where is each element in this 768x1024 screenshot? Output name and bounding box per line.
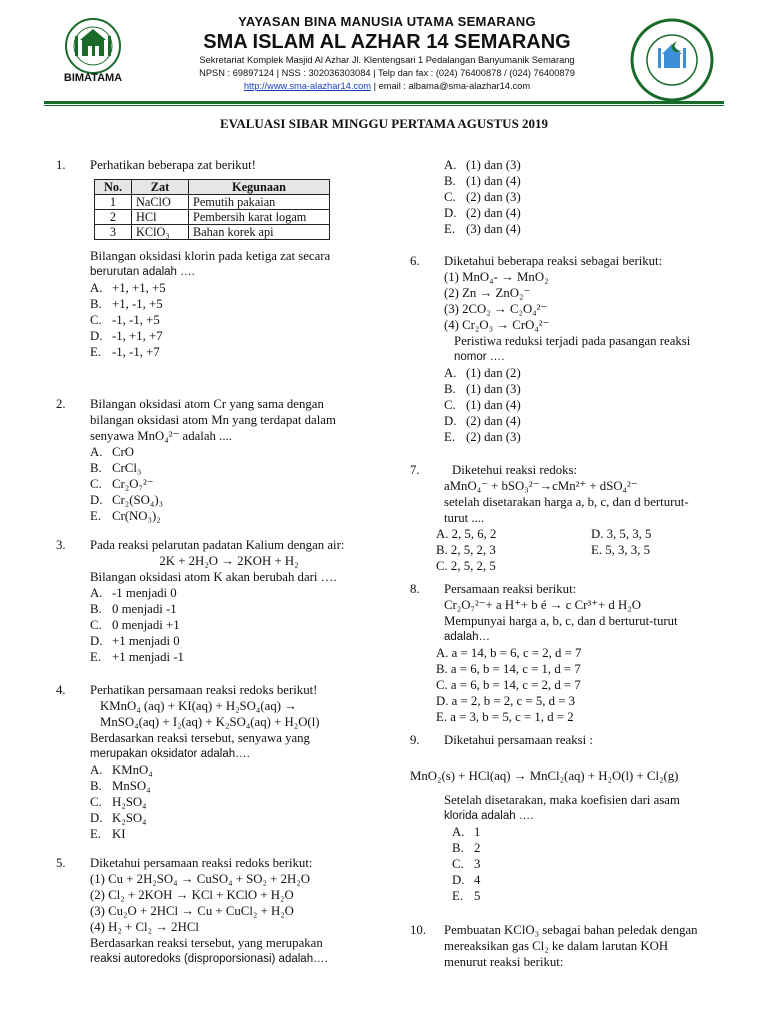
question-5-options bbox=[444, 157, 734, 237]
email-text: albama@sma-alazhar14.com bbox=[408, 81, 531, 91]
table-row: 2 HCl Pembersih karat logam bbox=[95, 210, 330, 225]
question-number: 2. bbox=[56, 397, 66, 411]
question-text: Diketahui persamaan reaksi redoks berikut: bbox=[90, 856, 313, 870]
reaction-equation: aMnO₄⁻ + bSO₃²⁻→cMn²⁺ + dSO₄²⁻ bbox=[444, 479, 638, 493]
col-kegunaan: Kegunaan bbox=[189, 180, 330, 195]
answer-option: C. (2) dan (3) bbox=[444, 190, 521, 204]
answer-option: D. (2) dan (4) bbox=[444, 206, 521, 220]
question-text: adalah… bbox=[444, 631, 491, 643]
contact-line: http://www.sma-alazhar14.com | email : albama@sma-alazhar14.com bbox=[243, 81, 531, 91]
question-text: Berdasarkan reaksi tersebut, senyawa yang bbox=[90, 731, 310, 745]
table-header-row bbox=[95, 180, 330, 195]
answer-grid bbox=[436, 526, 722, 574]
question-8 bbox=[410, 581, 722, 725]
reaction-equation: MnSO₄(aq) + I₂(aq) + K₂SO₄(aq) + H₂O(l) bbox=[100, 715, 320, 729]
answer-option: E. (3) dan (4) bbox=[444, 222, 521, 236]
answer-option: E. 5 bbox=[452, 889, 481, 903]
reaction-item: (3) 2CO₂ → C₂O₄²⁻ bbox=[444, 302, 548, 316]
letterhead bbox=[0, 0, 768, 108]
question-number: 6. bbox=[410, 254, 420, 268]
question-number: 8. bbox=[410, 582, 420, 596]
address-line: Sekretariat Komplek Masjid Al Azhar Jl. Klentengsari 1 Pedalangan Banyumanik Semarang bbox=[199, 55, 575, 65]
question-text: klorida adalah …. bbox=[444, 810, 534, 822]
letterhead-text bbox=[150, 14, 624, 93]
answer-option: A. -1 menjadi 0 bbox=[90, 586, 177, 600]
reaction-item: (1) MnO₄- → MnO₂ bbox=[444, 270, 549, 284]
answer-option: E. -1, -1, +7 bbox=[90, 345, 160, 359]
answer-option: B. 0 menjadi -1 bbox=[90, 602, 177, 616]
question-5 bbox=[56, 855, 368, 967]
answer-option: A. CrO bbox=[90, 445, 135, 459]
school-name: SMA ISLAM AL AZHAR 14 SEMARANG bbox=[203, 31, 571, 53]
header-rule-thick bbox=[44, 101, 724, 104]
table-row: 3 KClO₃ Bahan korek api bbox=[95, 225, 330, 240]
question-text: Pembuatan KClO₃ sebagai bahan peledak dengan bbox=[444, 923, 698, 937]
question-text: menurut reaksi berikut: bbox=[444, 955, 564, 969]
question-number: 1. bbox=[56, 158, 66, 172]
question-number: 4. bbox=[56, 683, 66, 697]
question-number: 7. bbox=[410, 463, 420, 477]
question-7 bbox=[410, 462, 722, 574]
answer-option: E. KI bbox=[90, 827, 126, 841]
reaction-item: (2) Cl₂ + 2KOH → KCl + KClO + H₂O bbox=[90, 888, 294, 902]
answer-option: A. a = 14, b = 6, c = 2, d = 7 bbox=[436, 646, 582, 660]
answer-option: A. KMnO₄ bbox=[90, 763, 153, 777]
answer-option: E. Cr(NO₃)₂ bbox=[90, 509, 161, 523]
answer-option: D. (2) dan (4) bbox=[444, 414, 521, 428]
answer-option: A. 2, 5, 6, 2 bbox=[436, 527, 497, 541]
website-link[interactable]: http://www.sma-alazhar14.com bbox=[243, 81, 371, 91]
reaction-item: (3) Cu₂O + 2HCl → Cu + CuCl₂ + H₂O bbox=[90, 904, 294, 918]
answer-option: A. (1) dan (2) bbox=[444, 366, 521, 380]
col-zat: Zat bbox=[132, 180, 189, 195]
reaction-item: (4) H₂ + Cl₂ → 2HCl bbox=[90, 920, 199, 934]
reaction-equation: MnO₂(s) + HCl(aq) → MnCl₂(aq) + H₂O(l) + Cl₂(g) bbox=[410, 769, 679, 783]
question-text: bilangan oksidasi atom Mn yang terdapat dalam bbox=[90, 413, 336, 427]
answer-option: C. (1) dan (4) bbox=[444, 398, 521, 412]
foundation-name: YAYASAN BINA MANUSIA UTAMA SEMARANG bbox=[238, 14, 536, 29]
question-4 bbox=[56, 682, 368, 842]
question-1 bbox=[56, 157, 368, 360]
reaction-equation: KMnO₄ (aq) + KI(aq) + H₂SO₄(aq) → bbox=[100, 699, 297, 713]
answer-option: B. CrCl₃ bbox=[90, 461, 142, 475]
answer-list bbox=[436, 645, 722, 725]
question-text: Bilangan oksidasi klorin pada ketiga zat secara bbox=[90, 249, 331, 263]
question-6 bbox=[410, 253, 722, 445]
question-2 bbox=[56, 396, 368, 524]
question-stem: Perhatikan beberapa zat berikut! bbox=[90, 158, 256, 172]
reaction-item: (2) Zn → ZnO₂⁻ bbox=[444, 286, 531, 300]
reaction-item: (4) Cr₂O₃ → CrO₄²⁻ bbox=[444, 318, 550, 332]
question-number: 5. bbox=[56, 856, 66, 870]
answer-option: B. +1, -1, +5 bbox=[90, 297, 163, 311]
question-text: Bilangan oksidasi atom K akan berubah dari …. bbox=[90, 570, 337, 584]
reaction-equation: 2K + 2H₂O → 2KOH + H₂ bbox=[159, 554, 299, 568]
question-number: 3. bbox=[56, 538, 66, 552]
question-text: Peristiwa reduksi terjadi pada pasangan reaksi bbox=[454, 334, 691, 348]
question-text: merupakan oksidator adalah…. bbox=[90, 748, 250, 760]
answer-option: B. 2, 5, 2, 3 bbox=[436, 543, 496, 557]
answer-option: D. 4 bbox=[452, 873, 481, 887]
answer-option: D. +1 menjadi 0 bbox=[90, 634, 180, 648]
question-10 bbox=[410, 922, 728, 970]
answer-option: E. a = 3, b = 5, c = 1, d = 2 bbox=[436, 710, 574, 724]
question-text: nomor …. bbox=[454, 351, 505, 363]
answer-option: B. (1) dan (3) bbox=[444, 382, 521, 396]
answer-option: A. (1) dan (3) bbox=[444, 158, 521, 172]
question-3 bbox=[56, 537, 368, 665]
bimatama-label: BIMATAMA bbox=[63, 72, 123, 84]
answer-option: B. a = 6, b = 14, c = 1, d = 7 bbox=[436, 662, 581, 676]
answer-option: E. 5, 3, 3, 5 bbox=[591, 543, 651, 557]
answer-option: E. (2) dan (3) bbox=[444, 430, 521, 444]
question-text: Perhatikan persamaan reaksi redoks berikut! bbox=[90, 683, 318, 697]
answer-option: C. -1, -1, +5 bbox=[90, 313, 160, 327]
col-no: No. bbox=[95, 180, 132, 195]
substance-table bbox=[94, 179, 330, 240]
question-text: Bilangan oksidasi atom Cr yang sama dengan bbox=[90, 397, 324, 411]
header-rule-thin bbox=[44, 105, 724, 106]
question-text: Mempunyai harga a, b, c, dan d berturut-turut bbox=[444, 614, 678, 628]
question-text: Persamaan reaksi berikut: bbox=[444, 582, 577, 596]
answer-option: C. 3 bbox=[452, 857, 481, 871]
question-text: reaksi autoredoks (disproporsionasi) adalah…. bbox=[90, 953, 328, 965]
answer-option: A. +1, +1, +5 bbox=[90, 281, 166, 295]
answer-option: C. 0 menjadi +1 bbox=[90, 618, 180, 632]
question-9 bbox=[410, 732, 722, 904]
question-text: setelah disetarakan harga a, b, c, dan d berturut- bbox=[444, 495, 689, 509]
answer-option: D. a = 2, b = 2, c = 5, d = 3 bbox=[436, 694, 576, 708]
sma-alazhar-seal bbox=[630, 18, 714, 102]
question-text: turut .... bbox=[444, 511, 485, 525]
question-text: Diketahui beberapa reaksi sebagai berikut: bbox=[444, 254, 663, 268]
question-text: Setelah disetarakan, maka koefisien dari asam bbox=[444, 793, 680, 807]
question-text: mereaksikan gas Cl₂ ke dalam larutan KOH bbox=[444, 939, 669, 953]
answer-option: B. 2 bbox=[452, 841, 481, 855]
answer-option: B. (1) dan (4) bbox=[444, 174, 521, 188]
answer-option: D. -1, +1, +7 bbox=[90, 329, 163, 343]
answer-option: E. +1 menjadi -1 bbox=[90, 650, 184, 664]
answer-option: B. MnSO₄ bbox=[90, 779, 151, 793]
question-text: Diketehui reaksi redoks: bbox=[452, 463, 578, 477]
question-text: senyawa MnO₄²⁻ adalah .... bbox=[90, 429, 232, 443]
answer-option: D. K₂SO₄ bbox=[90, 811, 147, 825]
answer-option: C. 2, 5, 2, 5 bbox=[436, 559, 496, 573]
reaction-equation: Cr₂O₇²⁻+ a H⁺+ b é → c Cr³⁺+ d H₂O bbox=[444, 598, 641, 612]
answer-option: A. 1 bbox=[452, 825, 481, 839]
answer-option: C. a = 6, b = 14, c = 2, d = 7 bbox=[436, 678, 581, 692]
answer-option: C. H₂SO₄ bbox=[90, 795, 147, 809]
answer-option: D. 3, 5, 3, 5 bbox=[591, 527, 652, 541]
question-text: Berdasarkan reaksi tersebut, yang merupakan bbox=[90, 936, 323, 950]
reaction-item: (1) Cu + 2H₂SO₄ → CuSO₄ + SO₂ + 2H₂O bbox=[90, 872, 310, 886]
question-number: 10. bbox=[410, 923, 426, 937]
question-text: Pada reaksi pelarutan padatan Kalium dengan air: bbox=[90, 538, 345, 552]
answer-option: D. Cr₂(SO₄)₃ bbox=[90, 493, 164, 507]
answer-option: C. Cr₂O₇²⁻ bbox=[90, 477, 154, 491]
table-row: 1 NaClO Pemutih pakaian bbox=[95, 195, 330, 210]
question-text: Diketahui persamaan reaksi : bbox=[444, 733, 593, 747]
id-line: NPSN : 69897124 | NSS : 302036303084 | Telp dan fax : (024) 76400878 / (024) 76400879 bbox=[199, 68, 575, 78]
question-text: berurutan adalah …. bbox=[90, 266, 195, 278]
question-number: 9. bbox=[410, 733, 420, 747]
document-title: EVALUASI SIBAR MINGGU PERTAMA AGUSTUS 2019 bbox=[219, 116, 549, 131]
